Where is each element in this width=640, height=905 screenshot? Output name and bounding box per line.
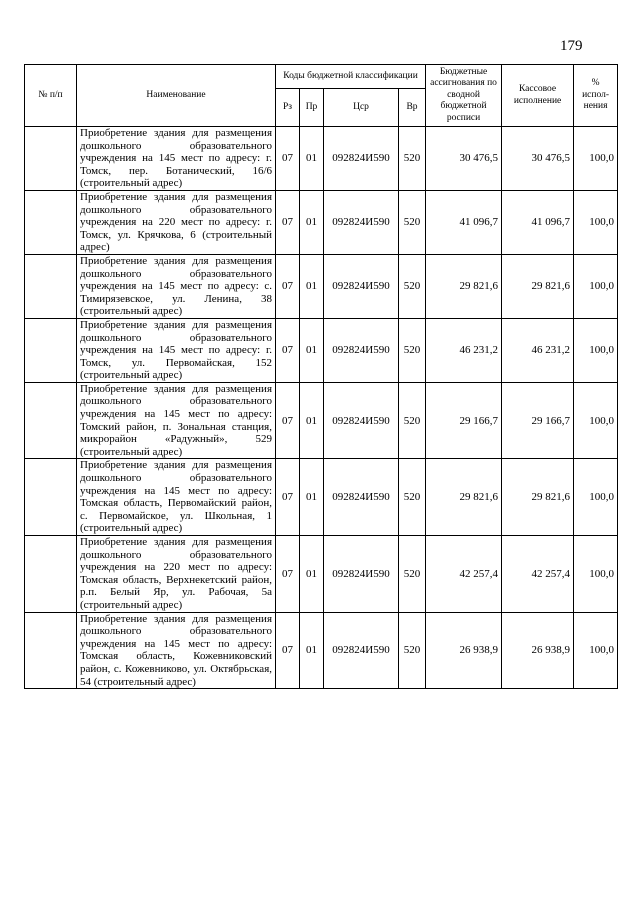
header-rz: Рз xyxy=(276,89,300,127)
header-cash: Кассовое исполнение xyxy=(502,65,574,127)
row-num xyxy=(25,382,77,459)
row-percent: 100,0 xyxy=(574,127,618,191)
table-row xyxy=(25,190,618,254)
row-num xyxy=(25,612,77,689)
row-num xyxy=(25,318,77,382)
row-vr: 520 xyxy=(399,190,426,254)
row-name: Приобретение здания для размещения дошкольного образовательного учреждения на 220 мест по адресу: г. Томск, ул. Крячкова, 6 (строительный адрес) xyxy=(77,190,276,254)
row-assignments: 46 231,2 xyxy=(426,318,502,382)
table-row xyxy=(25,612,618,689)
row-cash: 29 166,7 xyxy=(502,382,574,459)
budget-execution-table xyxy=(24,64,618,689)
row-pr: 01 xyxy=(300,459,324,536)
row-csr: 092824И590 xyxy=(324,536,399,613)
table-row xyxy=(25,459,618,536)
row-num xyxy=(25,254,77,318)
row-vr: 520 xyxy=(399,612,426,689)
row-pr: 01 xyxy=(300,190,324,254)
row-assignments: 26 938,9 xyxy=(426,612,502,689)
row-cash: 41 096,7 xyxy=(502,190,574,254)
row-vr: 520 xyxy=(399,127,426,191)
row-csr: 092824И590 xyxy=(324,190,399,254)
row-csr: 092824И590 xyxy=(324,254,399,318)
row-vr: 520 xyxy=(399,318,426,382)
row-rz: 07 xyxy=(276,254,300,318)
row-cash: 26 938,9 xyxy=(502,612,574,689)
row-percent: 100,0 xyxy=(574,382,618,459)
row-num xyxy=(25,190,77,254)
table-row xyxy=(25,318,618,382)
header-name: Наименование xyxy=(77,65,276,127)
header-percent: % испол-нения xyxy=(574,65,618,127)
row-cash: 29 821,6 xyxy=(502,254,574,318)
row-num xyxy=(25,536,77,613)
row-rz: 07 xyxy=(276,127,300,191)
row-percent: 100,0 xyxy=(574,254,618,318)
header-csr: Цср xyxy=(324,89,399,127)
row-vr: 520 xyxy=(399,254,426,318)
row-percent: 100,0 xyxy=(574,612,618,689)
table-row xyxy=(25,382,618,459)
row-rz: 07 xyxy=(276,459,300,536)
row-name: Приобретение здания для размещения дошкольного образовательного учреждения на 145 мест по адресу: Томская область, Кожевниковский район, с. Кожевниково, ул. Октябрьская, 54 (строительный адрес) xyxy=(77,612,276,689)
header-vr: Вр xyxy=(399,89,426,127)
row-vr: 520 xyxy=(399,382,426,459)
row-rz: 07 xyxy=(276,382,300,459)
row-name: Приобретение здания для размещения дошкольного образовательного учреждения на 145 мест по адресу: с. Тимирязевское, ул. Ленина, 38 (строительный адрес) xyxy=(77,254,276,318)
row-num xyxy=(25,127,77,191)
table-body xyxy=(25,127,618,689)
row-assignments: 29 166,7 xyxy=(426,382,502,459)
row-percent: 100,0 xyxy=(574,318,618,382)
row-cash: 30 476,5 xyxy=(502,127,574,191)
header-codes-group: Коды бюджетной классификации xyxy=(276,65,426,89)
row-pr: 01 xyxy=(300,318,324,382)
row-pr: 01 xyxy=(300,612,324,689)
row-csr: 092824И590 xyxy=(324,459,399,536)
row-rz: 07 xyxy=(276,318,300,382)
row-assignments: 29 821,6 xyxy=(426,459,502,536)
row-csr: 092824И590 xyxy=(324,612,399,689)
row-csr: 092824И590 xyxy=(324,318,399,382)
row-assignments: 41 096,7 xyxy=(426,190,502,254)
table-row xyxy=(25,536,618,613)
row-name: Приобретение здания для размещения дошкольного образовательного учреждения на 145 мест по адресу: г. Томск, пер. Ботанический, 16/6 (строительный адрес) xyxy=(77,127,276,191)
header-assignments: Бюджетные ассигнования по сводной бюджетной росписи xyxy=(426,65,502,127)
row-assignments: 42 257,4 xyxy=(426,536,502,613)
row-percent: 100,0 xyxy=(574,190,618,254)
table-row xyxy=(25,127,618,191)
row-cash: 42 257,4 xyxy=(502,536,574,613)
row-name: Приобретение здания для размещения дошкольного образовательного учреждения на 145 мест по адресу: Томская область, Первомайский район, с. Первомайское, ул. Школьная, 1 (строительный адрес) xyxy=(77,459,276,536)
row-rz: 07 xyxy=(276,612,300,689)
row-percent: 100,0 xyxy=(574,459,618,536)
row-name: Приобретение здания для размещения дошкольного образовательного учреждения на 145 мест по адресу: г. Томск, ул. Первомайская, 152 (строительный адрес) xyxy=(77,318,276,382)
row-pr: 01 xyxy=(300,254,324,318)
row-csr: 092824И590 xyxy=(324,382,399,459)
row-csr: 092824И590 xyxy=(324,127,399,191)
row-cash: 46 231,2 xyxy=(502,318,574,382)
row-assignments: 29 821,6 xyxy=(426,254,502,318)
header-pr: Пр xyxy=(300,89,324,127)
row-pr: 01 xyxy=(300,382,324,459)
row-vr: 520 xyxy=(399,536,426,613)
row-rz: 07 xyxy=(276,190,300,254)
row-cash: 29 821,6 xyxy=(502,459,574,536)
header-num: № п/п xyxy=(25,65,77,127)
row-pr: 01 xyxy=(300,127,324,191)
row-num xyxy=(25,459,77,536)
row-percent: 100,0 xyxy=(574,536,618,613)
table-row xyxy=(25,254,618,318)
page-number: 179 xyxy=(560,38,583,54)
row-pr: 01 xyxy=(300,536,324,613)
row-assignments: 30 476,5 xyxy=(426,127,502,191)
row-name: Приобретение здания для размещения дошкольного образовательного учреждения на 145 мест по адресу: Томский район, п. Зональная станция, микрорайон «Радужный», 529 (строительный адрес) xyxy=(77,382,276,459)
row-rz: 07 xyxy=(276,536,300,613)
row-name: Приобретение здания для размещения дошкольного образовательного учреждения на 220 мест по адресу: Томская область, Верхнекетский район, р.п. Белый Яр, ул. Рабочая, 5а (строительный адрес) xyxy=(77,536,276,613)
row-vr: 520 xyxy=(399,459,426,536)
